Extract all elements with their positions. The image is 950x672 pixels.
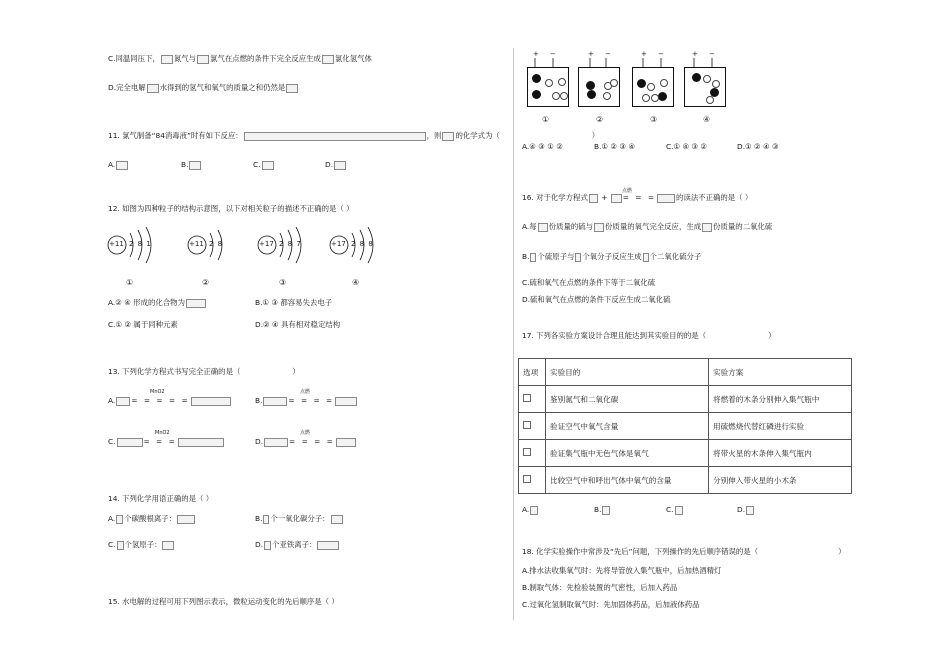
table-header: 实验目的: [546, 359, 709, 386]
q17-option-c: C.: [666, 505, 684, 515]
formula-image: [162, 541, 174, 550]
q13-b-condition: 点燃: [300, 389, 311, 395]
atom-dot: [586, 81, 595, 90]
atom-diagram-2: [186, 227, 246, 287]
atom-circle: [703, 75, 711, 83]
atom-dot: [692, 73, 701, 82]
table-row: [519, 413, 852, 440]
q14-option-b: B. 个一氧化碳分子：: [255, 514, 344, 524]
option-image: [519, 440, 546, 467]
formula-image: [334, 161, 346, 170]
q13-c-condition: MnO2: [155, 430, 170, 436]
atom-circle: [610, 79, 618, 87]
q10-option-c: C.同温同压下， 氮气与 氯气在点燃的条件下完全反应生成 氯化氢气体: [108, 54, 372, 63]
formula-image: [116, 397, 130, 406]
formula-image: [116, 515, 123, 524]
q15-stem: 15. 水电解的过程可用下列图示表示，微粒运动变化的先后顺序是（ ）: [108, 597, 339, 606]
q11-option-a: A.: [108, 160, 129, 170]
electrolysis-box-4: [684, 67, 726, 107]
equation-image: [244, 132, 426, 141]
q11-stem: 11. 氯气制备“84消毒液”时有如下反应： ，则 的化学式为（ ）: [108, 131, 600, 140]
formula-image: [264, 541, 271, 550]
formula-image: [530, 506, 538, 515]
formula-image: [263, 515, 269, 524]
electrode-markers-1: + −: [533, 50, 556, 58]
q14-stem: 14. 下列化学用语正确的是（ ）: [108, 494, 214, 503]
atom-circle: [552, 92, 560, 100]
q13-option-b: B. = = = =: [255, 396, 358, 406]
atom-dot: [532, 74, 541, 83]
atom-dot: [587, 90, 596, 99]
electrolysis-box-2: [578, 67, 620, 107]
table-cell: 验证集气瓶中无色气体是氧气: [546, 440, 709, 467]
formula-image: [117, 438, 143, 447]
electrolysis-box-1: [527, 67, 569, 107]
q14-option-d: D. 个亚铁离子：: [255, 540, 340, 550]
q10-option-d: D.完全电解 水得到的氢气和氧气的质量之和仍然是: [108, 83, 299, 93]
electrode-markers-2: + −: [588, 50, 611, 58]
option-letter-image: [523, 475, 531, 483]
table-cell: 鉴别氮气和二氧化碳: [546, 386, 709, 413]
formula-image: [286, 84, 298, 93]
formula-image: [191, 397, 231, 406]
formula-image: [178, 438, 224, 447]
q15-option-c: C.① ④ ③ ②: [666, 142, 708, 151]
q15-option-a: A.④ ③ ① ②: [522, 142, 563, 151]
q18-option-b: B.制取气体：先检验装置的气密性，后加入药品: [522, 583, 678, 592]
table-header: 选项: [519, 359, 546, 386]
q15-option-b: B.① ② ③ ④: [594, 142, 635, 151]
atom-circle: [647, 83, 655, 91]
formula-image: [189, 161, 201, 170]
formula-image: [575, 253, 581, 262]
q13-option-c: C. = = =: [108, 437, 225, 447]
electrode-markers-3: + −: [641, 50, 664, 58]
option-image: [519, 467, 546, 494]
atom-label: ②: [202, 278, 210, 287]
shell-numbers: 2 8 1: [129, 240, 151, 248]
q16-option-c: C.硫和氧气在点燃的条件下等于二氧化硫: [522, 278, 656, 287]
formula-image: [442, 132, 454, 141]
formula-image: [643, 253, 649, 262]
q17-option-d: D.: [737, 505, 755, 515]
formula-image: [602, 506, 610, 515]
option-letter-image: [523, 421, 531, 429]
formula-image: [657, 194, 675, 203]
q11-option-d: D.: [325, 160, 347, 170]
q13-option-a: A. = = = = =: [108, 396, 232, 406]
atom-circle: [642, 94, 650, 102]
formula-image: [197, 55, 209, 64]
q16-stem: 16. 对于化学方程式 + = = = 的读法不正确的是（ ）: [522, 193, 753, 202]
q11-option-b: B.: [181, 160, 202, 170]
formula-image: [322, 55, 334, 64]
formula-image: [262, 161, 274, 170]
formula-image: [116, 161, 128, 170]
box-label-4: ④: [703, 115, 711, 124]
table-row: [519, 467, 852, 494]
nucleus-label: +17: [259, 240, 274, 248]
atom-circle: [603, 92, 611, 100]
formula-image: [317, 541, 339, 550]
atom-dot: [637, 79, 646, 88]
formula-image: [161, 55, 173, 64]
table-cell: 将燃着的木条分别伸入集气瓶中: [709, 386, 852, 413]
table-row: [519, 386, 852, 413]
q18-option-a: A.排水法收集氧气时：先将导管放入集气瓶中，后加热酒精灯: [522, 566, 722, 575]
option-letter-image: [523, 394, 531, 402]
atom-diagram-4: [328, 227, 388, 287]
shell-numbers: 2 8 8: [351, 240, 373, 248]
box-label-3: ③: [650, 115, 658, 124]
table-row: [519, 440, 852, 467]
table-cell: 验证空气中氧气含量: [546, 413, 709, 440]
formula-image: [611, 194, 622, 203]
shell-numbers: 2 8 7: [279, 240, 301, 248]
q18-stem: 18. 化学实验操作中常涉及“先后”问题，下列操作的先后顺序错误的是（ ）: [522, 547, 846, 556]
table-cell: 分别伸入带火星的小木条: [709, 467, 852, 494]
q17-option-b: B.: [594, 505, 611, 515]
nucleus-label: +17: [331, 240, 346, 248]
q12-option-c: C.① ② 属于同种元素: [108, 320, 178, 329]
formula-image: [117, 541, 124, 550]
q12-option-a: A.② ④ 形成的化合物为: [108, 298, 207, 308]
q14-option-c: C. 个氢原子：: [108, 540, 175, 550]
atom-circle: [545, 79, 553, 87]
q16-option-d: D.硫和氧气在点燃的条件下反应生成二氧化硫: [522, 295, 671, 304]
q18-option-c: C.过氧化氢制取氧气时：先加固体药品，后加液体药品: [522, 600, 700, 609]
option-letter-image: [523, 448, 531, 456]
atom-circle: [560, 92, 568, 100]
atom-circle: [706, 96, 714, 104]
atom-label: ①: [126, 278, 134, 287]
formula-image: [331, 515, 343, 524]
table-header: 实验方案: [709, 359, 852, 386]
atom-circle: [558, 78, 566, 86]
q14-option-a: A. 个碳酸根离子：: [108, 514, 196, 524]
experiment-table: [518, 358, 852, 494]
atom-circle: [660, 79, 668, 87]
q13-d-condition: 点燃: [300, 430, 311, 436]
atom-circle: [712, 80, 720, 88]
table-cell: 用硫燃烧代替红磷进行实验: [709, 413, 852, 440]
q16-option-a: A.每 份质量的硫与 份质量的氧气完全反应，生成 份质量的二氧化硫: [522, 222, 773, 231]
q15-option-d: D.① ② ④ ③: [737, 142, 779, 151]
formula-image: [336, 438, 356, 447]
atom-dot: [658, 92, 667, 101]
atom-diagram-1: [106, 227, 166, 287]
formula-image: [186, 299, 206, 308]
q12-stem: 12. 如图为四种粒子的结构示意图，以下对相关粒子的描述不正确的是（ ）: [108, 204, 354, 213]
q12-option-b: B.① ③ 都容易失去电子: [255, 298, 333, 307]
formula-image: [263, 397, 287, 406]
formula-image: [538, 223, 548, 232]
atom-circle: [651, 94, 659, 102]
atom-diagram-3: [256, 227, 316, 287]
electrode-markers-4: + −: [692, 50, 715, 58]
q13-option-d: D. = = = =: [255, 437, 357, 447]
shell-numbers: 2 8: [209, 240, 223, 248]
atom-label: ④: [352, 278, 360, 287]
formula-image: [177, 515, 195, 524]
option-image: [519, 413, 546, 440]
q16-condition: 点燃: [622, 188, 633, 194]
formula-image: [675, 506, 683, 515]
q13-stem: 13. 下列化学方程式书写完全正确的是（ ）: [108, 367, 300, 376]
option-image: [519, 386, 546, 413]
electrolysis-box-3: [632, 67, 674, 107]
table-cell: 将带火星的木条伸入集气瓶内: [709, 440, 852, 467]
formula-image: [264, 438, 288, 447]
nucleus-label: +11: [189, 240, 204, 248]
box-label-2: ②: [596, 115, 604, 124]
q17-option-a: A.: [522, 505, 539, 515]
electrode-wires: [520, 58, 720, 70]
q16-option-b: B. 个硫原子与 个氧分子反应生成 个二氧化硫分子: [522, 252, 702, 261]
table-header-row: [519, 359, 852, 386]
formula-image: [530, 253, 536, 262]
q13-a-condition: MnO2: [150, 389, 165, 395]
box-label-1: ①: [542, 115, 550, 124]
formula-image: [335, 397, 357, 406]
nucleus-label: +11: [109, 240, 124, 248]
formula-image: [589, 194, 598, 203]
formula-image: [594, 223, 604, 232]
q17-stem: 17. 下列各实验方案设计合理且能达到其实验目的的是（ ）: [522, 331, 776, 340]
formula-image: [702, 223, 712, 232]
formula-image: [746, 506, 754, 515]
formula-image: [147, 84, 159, 93]
atom-label: ③: [279, 278, 287, 287]
q12-option-d: D.② ④ 具有相对稳定结构: [255, 320, 341, 329]
atom-dot: [532, 90, 541, 99]
table-cell: 比较空气中和呼出气体中氧气的含量: [546, 467, 709, 494]
q11-option-c: C.: [253, 160, 275, 170]
